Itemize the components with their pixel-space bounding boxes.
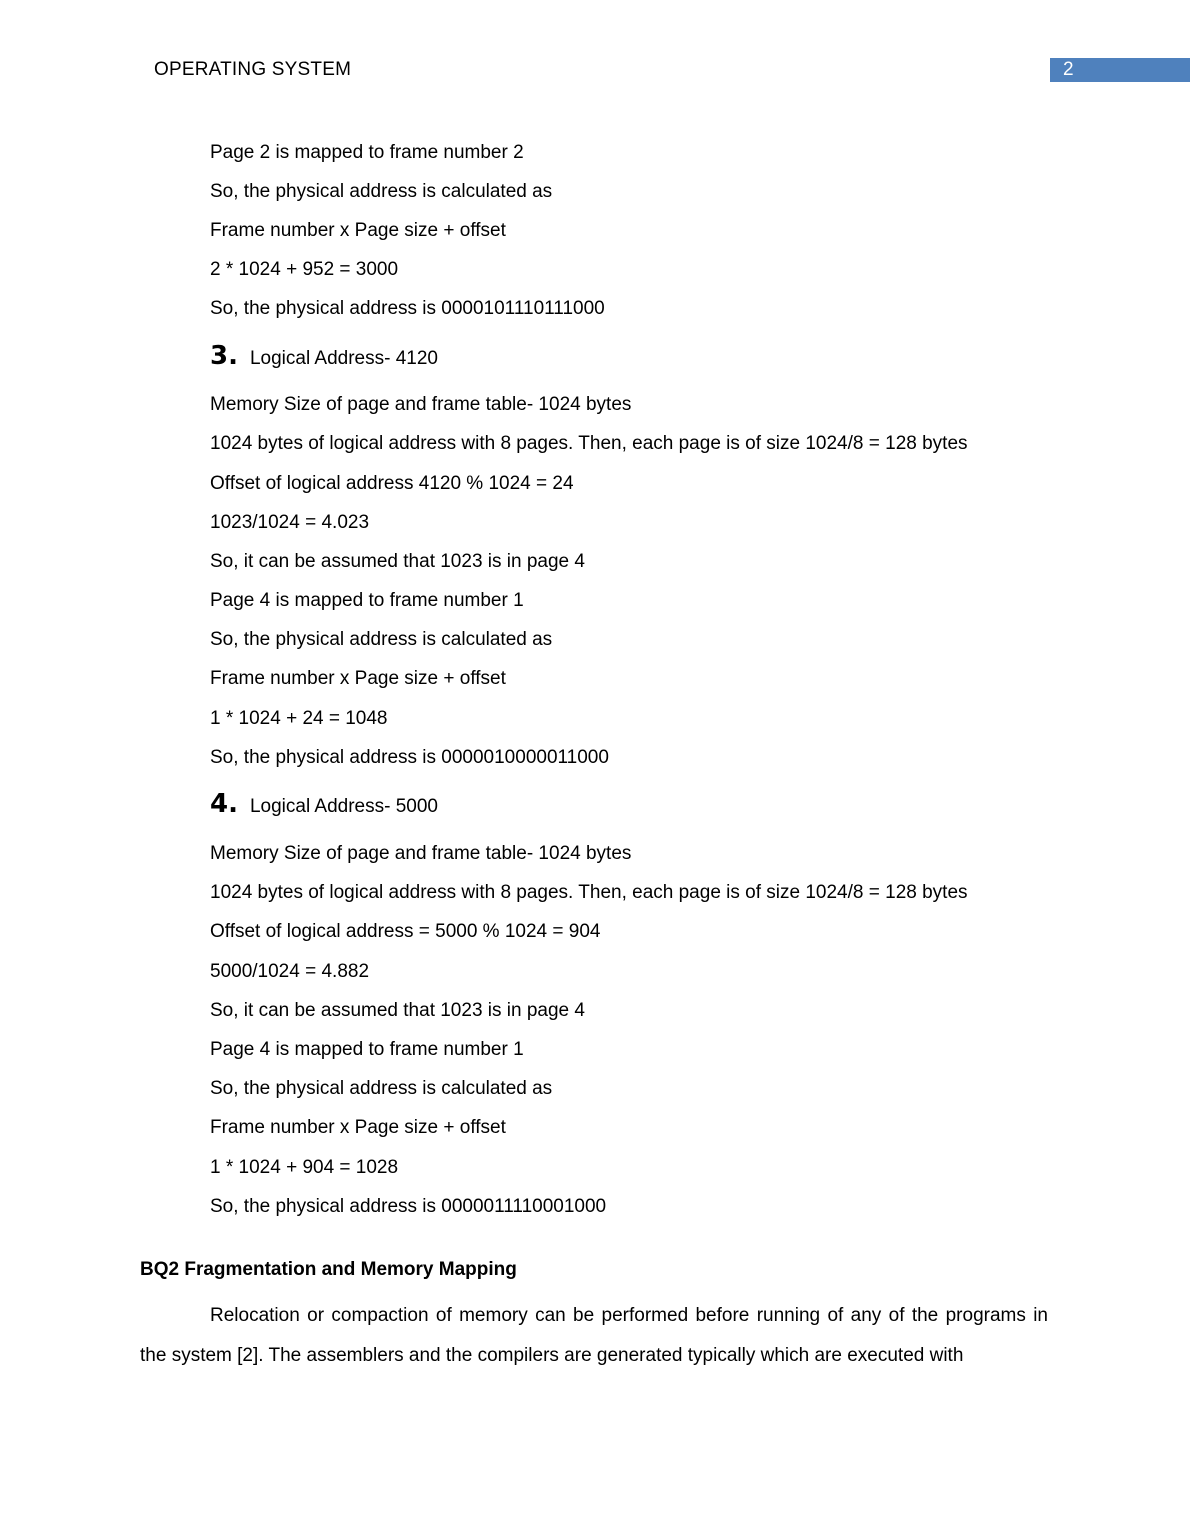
running-header-title: OPERATING SYSTEM (154, 59, 352, 80)
text-line: So, it can be assumed that 1023 is in page 4 (210, 1000, 585, 1021)
text-line: So, the physical address is calculated as (210, 629, 553, 650)
text-line: Frame number x Page size + offset (210, 220, 506, 241)
text-line: Frame number x Page size + offset (210, 1117, 506, 1138)
text-line: Page 4 is mapped to frame number 1 (210, 590, 524, 611)
text-line: 1 * 1024 + 904 = 1028 (210, 1157, 399, 1178)
text-line: 2 * 1024 + 952 = 3000 (210, 259, 399, 280)
section-heading: BQ2 Fragmentation and Memory Mapping (140, 1259, 517, 1280)
step-number: 3. (210, 341, 238, 371)
text-line: Memory Size of page and frame table- 1024 bytes (210, 394, 632, 415)
step-title: Logical Address- 4120 (249, 348, 438, 369)
text-line: So, the physical address is 0000011110001000 (210, 1196, 607, 1217)
body-paragraph: Relocation or compaction of memory can be performed before running of any of the programs in the system [2]. The assemblers and the compilers are generated typically which are executed with (140, 1305, 1048, 1366)
text-line: 1023/1024 = 4.023 (210, 512, 370, 533)
step-3-heading (210, 341, 438, 374)
text-line: Memory Size of page and frame table- 1024 bytes (210, 843, 632, 864)
text-line: So, the physical address is 0000101110111000 (210, 298, 605, 319)
text-line: So, the physical address is calculated as (210, 1078, 553, 1099)
text-line: Page 2 is mapped to frame number 2 (210, 142, 524, 163)
page-number-badge: 2 (1050, 58, 1190, 82)
text-line: 1024 bytes of logical address with 8 pages. Then, each page is of size 1024/8 = 128 bytes (210, 882, 968, 903)
step-number: 4. (210, 789, 238, 819)
text-line: Page 4 is mapped to frame number 1 (210, 1039, 524, 1060)
text-line: Offset of logical address = 5000 % 1024 = 904 (210, 921, 601, 942)
step-4-heading (210, 789, 438, 822)
text-line: Offset of logical address 4120 % 1024 = 24 (210, 473, 574, 494)
text-line: 1 * 1024 + 24 = 1048 (210, 708, 388, 729)
text-line: 1024 bytes of logical address with 8 pages. Then, each page is of size 1024/8 = 128 bytes (210, 433, 968, 454)
text-line: So, the physical address is 0000010000011000 (210, 747, 609, 768)
text-line: Frame number x Page size + offset (210, 668, 506, 689)
step-title: Logical Address- 5000 (249, 796, 438, 817)
text-line: So, the physical address is calculated as (210, 181, 553, 202)
text-line: So, it can be assumed that 1023 is in page 4 (210, 551, 585, 572)
text-line: 5000/1024 = 4.882 (210, 961, 370, 982)
